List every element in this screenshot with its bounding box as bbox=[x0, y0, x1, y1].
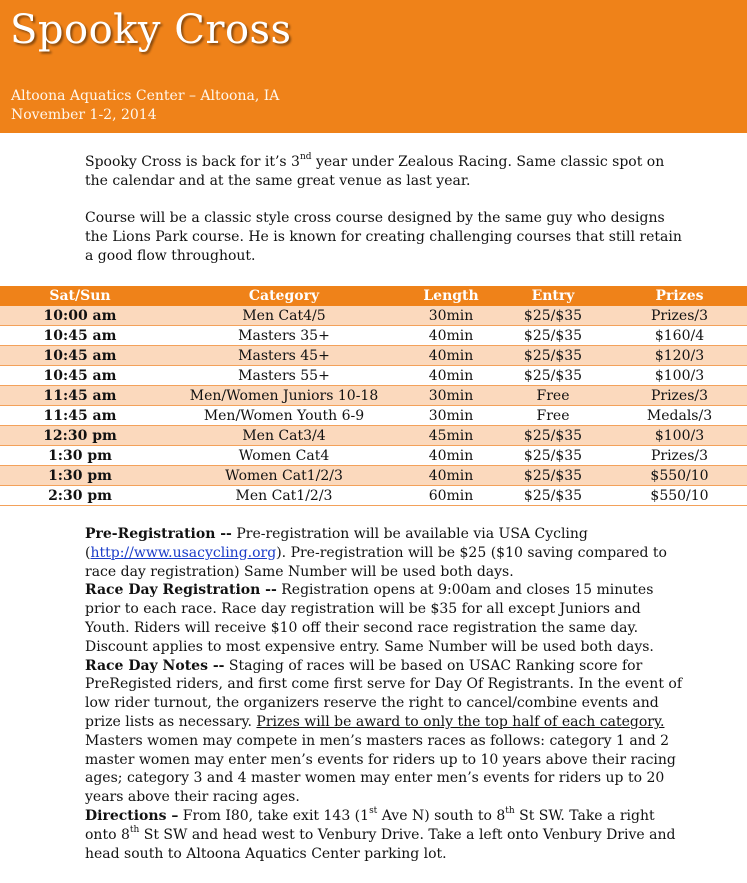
table-row bbox=[0, 406, 747, 426]
intro-text: year under Zealous Racing. Same classic spot on the calendar and at the same great venue as last year. bbox=[85, 154, 665, 189]
cell-length: 60min bbox=[408, 486, 494, 506]
cell-category: Masters 55+ bbox=[160, 366, 408, 386]
event-title: Spooky Cross bbox=[10, 7, 292, 53]
header-prizes: Prizes bbox=[612, 287, 747, 306]
cell-prizes: $100/3 bbox=[612, 426, 747, 446]
table-row bbox=[0, 326, 747, 346]
cell-time: 1:30 pm bbox=[0, 446, 160, 466]
cell-time: 10:45 am bbox=[0, 366, 160, 386]
cell-category: Men Cat3/4 bbox=[160, 426, 408, 446]
cell-category: Women Cat4 bbox=[160, 446, 408, 466]
directions-text: St SW and head west to Venbury Drive. Take a left onto Venbury Drive and head south to Altoona Aquatics Center parking lot. bbox=[85, 826, 676, 862]
cell-length: 40min bbox=[408, 366, 494, 386]
table-row bbox=[0, 366, 747, 386]
cell-prizes: Prizes/3 bbox=[612, 446, 747, 466]
cell-entry: $25/$35 bbox=[494, 306, 612, 326]
cell-entry: Free bbox=[494, 406, 612, 426]
directions-text: From I80, take exit 143 (1 bbox=[178, 807, 370, 824]
cell-entry: $25/$35 bbox=[494, 426, 612, 446]
prereg-label: Pre-Registration -- bbox=[85, 526, 232, 542]
cell-entry: $25/$35 bbox=[494, 486, 612, 506]
cell-prizes: $160/4 bbox=[612, 326, 747, 346]
directions-text: Ave N) south to 8 bbox=[377, 807, 506, 824]
superscript: st bbox=[369, 806, 378, 817]
table-header-row bbox=[0, 287, 747, 306]
directions-text: St SW. Take a right onto 8 bbox=[85, 807, 655, 843]
prereg-text: Pre-registration will be available via USA Cycling ( bbox=[85, 526, 588, 561]
raceday-label: Race Day Registration -- bbox=[85, 582, 277, 599]
intro-text: Spooky Cross is back for it’s 3 bbox=[85, 154, 300, 170]
race-notes-text: Staging of races will be based on USAC Ranking score for PreRegisted riders, and first come first serve for Day Of Registrants. In the event of low rider turnout, the organizers reserve the right to cancel/combine events and prize lists as necessary. bbox=[85, 657, 683, 730]
cell-entry: $25/$35 bbox=[494, 346, 612, 366]
cell-length: 40min bbox=[408, 446, 494, 466]
cell-prizes: $550/10 bbox=[612, 486, 747, 506]
cell-time: 12:30 pm bbox=[0, 426, 160, 446]
cell-time: 2:30 pm bbox=[0, 486, 160, 506]
event-venue: Altoona Aquatics Center – Altoona, IA bbox=[11, 88, 280, 104]
table-row bbox=[0, 486, 747, 506]
cell-time: 10:00 am bbox=[0, 306, 160, 326]
table-row bbox=[0, 446, 747, 466]
cell-entry: $25/$35 bbox=[494, 466, 612, 486]
cell-entry: $25/$35 bbox=[494, 326, 612, 346]
cell-prizes: $120/3 bbox=[612, 346, 747, 366]
cell-entry: $25/$35 bbox=[494, 446, 612, 466]
header-entry: Entry bbox=[494, 287, 612, 306]
race-schedule-table bbox=[0, 286, 747, 506]
superscript: th bbox=[129, 825, 140, 836]
cell-prizes: Prizes/3 bbox=[612, 386, 747, 406]
race-notes-text: Masters women may compete in men’s masters races as follows: category 1 and 2 master women may enter men’s events for riders up to 10 years above their racing ages; category 3 and 4 master women may enter men’s events for riders up to 20 years above their racing ages. bbox=[85, 732, 676, 806]
cell-length: 40min bbox=[408, 326, 494, 346]
cell-prizes: $550/10 bbox=[612, 466, 747, 486]
table-row bbox=[0, 386, 747, 406]
prizes-notice: Prizes will be award to only the top half of each category. bbox=[256, 713, 665, 730]
cell-category: Men/Women Youth 6-9 bbox=[160, 406, 408, 426]
cell-category: Men Cat4/5 bbox=[160, 306, 408, 326]
cell-time: 10:45 am bbox=[0, 346, 160, 366]
directions-label: Directions – bbox=[85, 807, 179, 824]
intro-paragraph-1 bbox=[85, 153, 685, 191]
table-row bbox=[0, 426, 747, 446]
cell-category: Men/Women Juniors 10-18 bbox=[160, 386, 408, 406]
directions-section bbox=[85, 807, 685, 863]
raceday-section bbox=[85, 581, 685, 656]
superscript: th bbox=[505, 806, 515, 817]
table-row bbox=[0, 466, 747, 486]
cell-length: 40min bbox=[408, 466, 494, 486]
event-notes bbox=[85, 525, 685, 863]
cell-time: 10:45 am bbox=[0, 326, 160, 346]
event-dates: November 1-2, 2014 bbox=[11, 107, 157, 123]
cell-length: 40min bbox=[408, 346, 494, 366]
cell-category: Women Cat1/2/3 bbox=[160, 466, 408, 486]
header-time: Sat/Sun bbox=[0, 287, 160, 306]
header-length: Length bbox=[408, 287, 494, 306]
superscript: nd bbox=[299, 152, 312, 163]
cell-category: Men Cat1/2/3 bbox=[160, 486, 408, 506]
prereg-text: ). Pre-registration will be $25 ($10 saving compared to race day registration) Same Number will be used both days. bbox=[85, 544, 667, 580]
cell-category: Masters 45+ bbox=[160, 346, 408, 366]
cell-prizes: Prizes/3 bbox=[612, 306, 747, 326]
intro-paragraph-2: Course will be a classic style cross course designed by the same guy who designs the Lions Park course. He is known for creating challenging courses that still retain a good flow throughout. bbox=[85, 210, 682, 264]
cell-time: 1:30 pm bbox=[0, 466, 160, 486]
cell-prizes: Medals/3 bbox=[612, 406, 747, 426]
cell-prizes: $100/3 bbox=[612, 366, 747, 386]
cell-length: 30min bbox=[408, 306, 494, 326]
cell-length: 45min bbox=[408, 426, 494, 446]
cell-entry: $25/$35 bbox=[494, 366, 612, 386]
cell-time: 11:45 am bbox=[0, 386, 160, 406]
header-category: Category bbox=[160, 287, 408, 306]
cell-entry: Free bbox=[494, 386, 612, 406]
usacycling-link[interactable]: http://www.usacycling.org bbox=[90, 544, 277, 561]
prereg-section bbox=[85, 525, 685, 581]
cell-time: 11:45 am bbox=[0, 406, 160, 426]
table-row bbox=[0, 306, 747, 326]
table-row bbox=[0, 346, 747, 366]
race-notes-label: Race Day Notes -- bbox=[85, 657, 225, 674]
race-notes-section bbox=[85, 657, 685, 807]
raceday-text: Registration opens at 9:00am and closes 15 minutes prior to each race. Race day registration will be $35 for all except Juniors and Youth. Riders will receive $10 off their second race registration the same day. Discount applies to most expensive entry. Same Number will be used both days. bbox=[85, 582, 654, 655]
cell-category: Masters 35+ bbox=[160, 326, 408, 346]
header-banner bbox=[0, 0, 747, 133]
cell-length: 30min bbox=[408, 386, 494, 406]
cell-length: 30min bbox=[408, 406, 494, 426]
